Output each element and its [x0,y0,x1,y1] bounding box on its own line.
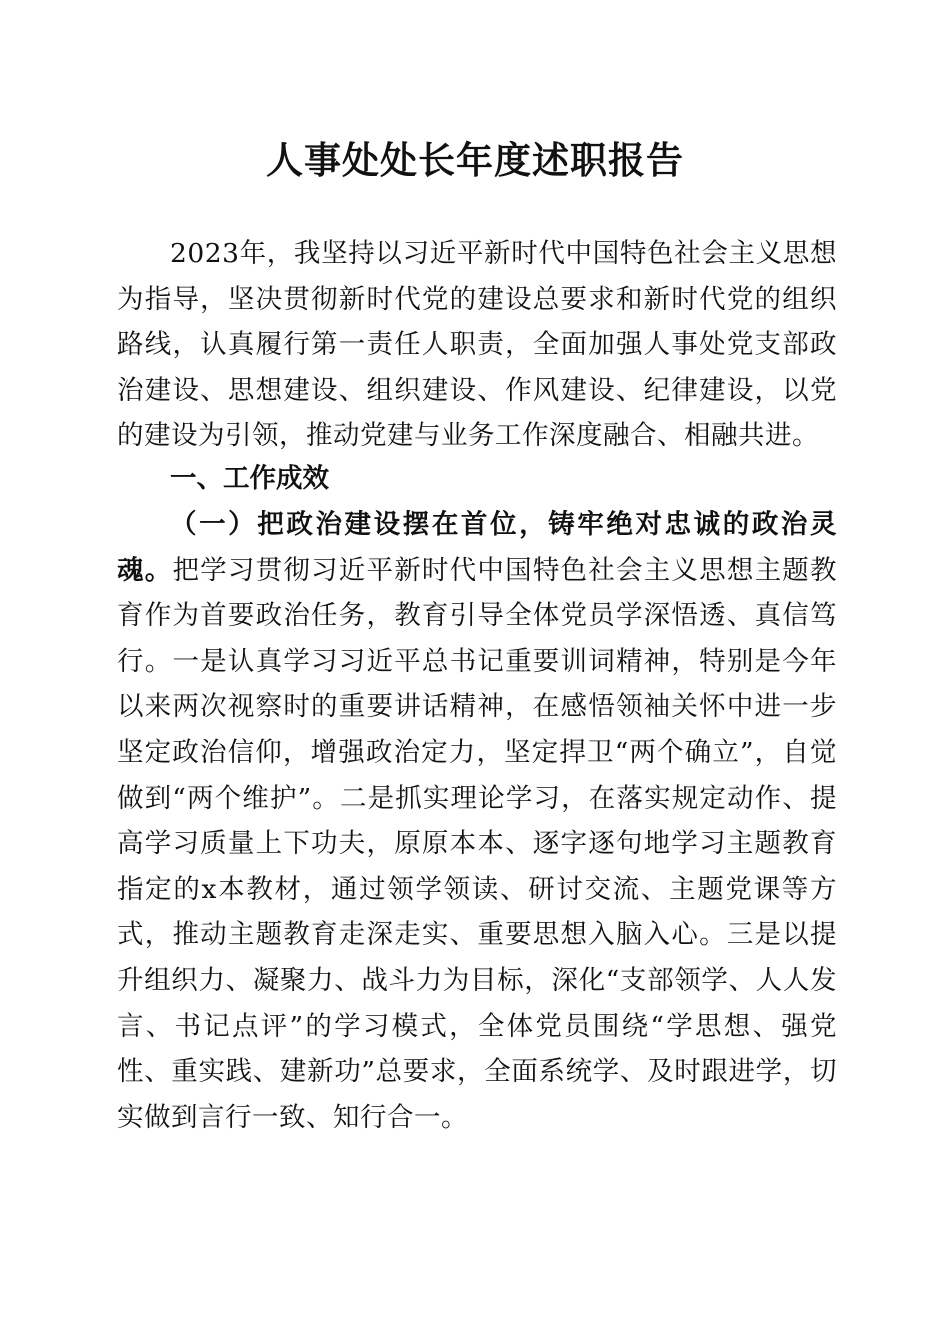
subsection-body: 把学习贯彻习近平新时代中国特色社会主义思想主题教育作为首要政治任务，教育引导全体党员学深悟透、真信笃行。一是认真学习习近平总书记重要训词精神，特别是今年以来两次视察时的重要讲话精神，在感悟领袖关怀中进一步坚定政治信仰，增强政治定力，坚定捍卫“两个确立”，自觉做到“两个维护”。二是抓实理论学习，在落实规定动作、提高学习质量上下功夫，原原本本、逐字逐句地学习主题教育指定的x本教材，通过领学领读、研讨交流、主题党课等方式，推动主题教育走深走实、重要思想入脑入心。三是以提升组织力、凝聚力、战斗力为目标，深化“支部领学、人人发言、书记点评”的学习模式，全体党员围绕“学思想、强党性、重实践、建新功”总要求，全面系统学、及时跟进学，切实做到言行一致、知行合一。 [117,554,838,1133]
subsection-paragraph [117,502,837,1140]
intro-paragraph: 2023年，我坚持以习近平新时代中国特色社会主义思想为指导，坚决贯彻新时代党的建设总要求和新时代党的组织路线，认真履行第一责任人职责，全面加强人事处党支部政治建设、思想建设、组织建设、作风建设、纪律建设，以党的建设为引领，推动党建与业务工作深度融合、相融共进。 [117,238,837,452]
intro-section [117,231,837,459]
document-title: 人事处处长年度述职报告 [266,138,684,182]
subsection-political-building [117,502,837,1140]
section-heading-work-results: 一、工作成效 [170,463,329,494]
subsection-heading: （一）把政治建设摆在首位，铸牢绝对忠诚的政治灵魂。 [117,509,837,586]
